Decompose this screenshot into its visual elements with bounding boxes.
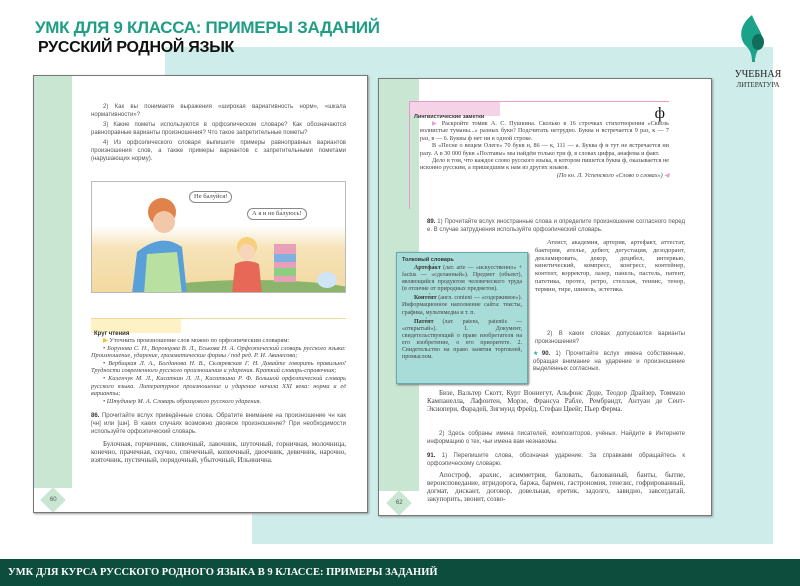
notes-paragraph: В «Песне о вещем Олеге» 70 букв н, 86 — к, 111 — а. Буква ф и тут не встречается ни разу. А в 30 000 букв «Полтавы» мы найдём только три ф, в словах цифра, анафема и факт.: [420, 142, 669, 157]
reading-intro: ▶ Уточнить произношение слов можно по орфоэпическим словарям:: [103, 337, 290, 344]
exercise-90-question-2: 2) Здесь собраны имена писателей, композиторов, учёных. Найдите в Интернете информацию о тех, чьи имена вам незнакомы.: [427, 431, 685, 445]
question-4: 4) Из орфоэпического словаря выпишите примеры равноправных вариантов произношения слов, а также примеры вариантов с запретительными пометами (нарушающих норму).: [91, 140, 346, 162]
footer-text: УМК ДЛЯ КУРСА РУССКОГО РОДНОГО ЯЗЫКА В 9 КЛАССЕ: ПРИМЕРЫ ЗАДАНИЙ: [8, 567, 438, 578]
footer-banner: [0, 559, 800, 586]
reading-item: • Борунова С. Н., Воронцова В. Л., Еськова Н. А. Орфоэпический словарь русского языка: Произношение, ударение, грамматические формы / под ред. Р. И. Аванесова;: [91, 344, 346, 360]
dictionary-title: Толковый словарь: [402, 257, 454, 263]
exercise-90-names: Бизе, Вальтер Скотт, Курт Воннегут, Альфонс Доде, Теодор Драйзер, Томмазо Кампанелла, Лафонтен, Морзе, Франсуа Рабле, Рембрандт, Антуан де Сент-Экзюпери, Фарадей, Зигмунд Фрейд, Стефан Цвейг, Пьер Ферма.: [427, 389, 685, 413]
textbook-page-left: [33, 75, 368, 513]
exercise-89-task: 89. 1) Прочитайте вслух иностранные слова и определите произношение согласного перед е. В случае затруднения используйте орфоэпический словарь.: [427, 219, 686, 233]
speech-bubble-2: А я и не ба́луюсь!: [247, 208, 307, 220]
exercise-90-task: ★90. 1) Прочитайте вслух имена собственные, обращая внимание на ударение и произношение выделенных согласных.: [533, 351, 685, 373]
reading-section-tab: [91, 319, 181, 337]
page-number-box: [34, 488, 72, 512]
page-number: 60: [49, 497, 57, 503]
logo-leaf-icon: [722, 12, 794, 67]
reading-item: • Вербицкая Л. А., Богданова Н. В., Скляревская Г. Н. Давайте говорить правильно! Трудности современного русского произношения и ударения. Краткий словарь-справочник;: [91, 359, 346, 375]
speech-bubble-1: Не балу́йся!: [189, 191, 232, 203]
dictionary-box: [396, 252, 528, 384]
slide-title: УМК ДЛЯ 9 КЛАССА: ПРИМЕРЫ ЗАДАНИЙ: [35, 18, 380, 37]
page-number: 62: [395, 500, 403, 506]
reading-item: • Штудинер М. А. Словарь образцового русского ударения.: [103, 397, 262, 405]
question-3: 3) Какие пометы используются в орфоэпическом словаре? Как обозначаются равноправные варианты произношения? Что такое запретительные пометы?: [91, 122, 346, 136]
exercise-number: 86.: [91, 413, 100, 420]
exercise-86-words: Булочная, горчичник, сливочный, лавочник, шуточный, горничная, молочница, конечно, прачечная, скучно, спичечный, копеечный, двоечник, девичник, нарочно, взяточник, пустячный, порядочный, убыточный, Ильинична.: [91, 440, 346, 465]
publisher-logo: [722, 12, 794, 92]
logo-text-line1: УЧЕБНАЯ: [734, 69, 782, 80]
dictionary-entry: Конте́нт (англ. content — «содержимое»). Информационное наполнение сайта: тексты, графика, мультимедиа и т. п.: [402, 295, 522, 316]
exercise-89-question-2: 2) В каких словах допускаются варианты произношения?: [535, 331, 685, 345]
page-number-box: [379, 491, 419, 515]
reading-section-title: Круг чтения: [94, 331, 130, 337]
linguistic-notes-box: [409, 101, 669, 209]
notes-title: Лингвистические заметки: [414, 114, 485, 120]
question-2: 2) Как вы понимаете выражения «широкая вариативность норм», «шкала нормативности»?: [91, 104, 346, 118]
reading-item: • Каленчук М. Л., Касаткин Л. Л., Касаткина Р. Ф. Большой орфоэпический словарь русского языка. Литературное произношение и ударение начала XXI века: норма и её варианты;: [91, 374, 346, 398]
dictionary-entry: Артефа́кт (лат. arte — «искусственно» + factus — «сделанный»). Предмет (объект), являющийся продуктом человеческого труда (в отличие от природных предметов).: [402, 265, 522, 293]
page-margin-strip: [34, 76, 72, 512]
illustration: [91, 181, 346, 293]
exercise-91-words: Апостроф, арахис, асимметрия, баловать, балованный, банты, бытие, вероисповедание, втридорога, баржа, бармен, гастрономия, генезис, гофрированный, догмат, дискант, договор, довельная, еретик, задолго, завидно, завсегдатай, закупорить, звонит, созво-: [427, 471, 685, 503]
slide-subtitle: РУССКИЙ РОДНОЙ ЯЗЫК: [38, 39, 235, 56]
exercise-91-task: 91. 1) Перепишите слова, обозначая ударение. За справками обращайтесь к орфоэпическому словарю.: [427, 453, 686, 467]
logo-text-line2: ЛИТЕРАТУРА: [736, 81, 780, 89]
notes-letter-glyph: ф: [654, 105, 665, 122]
exercise-89-words: Атеист, академия, артерия, артефакт, аттестат, бактерия, ателье, дебют, дегустация, дезодорант, декламировать, декор, децибел, интервью, кинетический, компресс, конгресс, контейнер, контент, корректор, лазер, панель, пастель, патент, патетика, протез, ретро, стеллаж, теннис, тенор, термин, тире, шинель, эстетика.: [535, 239, 685, 293]
dictionary-entry: Пате́нт (лат. patens, patentis — «открытый»). 1. Документ, свидетельствующий о праве изобретателя на его изобретение, о его приоритете. 2. Свидетельство на право занятия торговлей, промыслом.: [402, 318, 522, 361]
notes-paragraph: ▶ Раскройте томик А. С. Пушкина. Сколько в 16 строчках стихотворения «Сквозь волнистые туманы...» разных букв? Подсчитать нетрудно. Буква и встречается 9 раз, к — 7 раз, в — 6. Буквы ф нет ни в одной строке.: [420, 120, 669, 142]
notes-source: (По кн. Л. Успенского «Слово о словах») ◀: [556, 171, 669, 179]
notes-tab: [410, 102, 500, 120]
notes-paragraph: Дело в том, что каждое слово русского языка, в котором пишется буква ф, оказывается не исконно русским, а пришедшим к нам из других языков.: [420, 157, 669, 172]
exercise-86-task: 86. Прочитайте вслух приведённые слова. Обратите внимание на произношение чн как [чн] или [шн]. В каких случаях возможно двоякое произношение? При необходимости используйте орфоэпический словарь.: [91, 413, 346, 435]
